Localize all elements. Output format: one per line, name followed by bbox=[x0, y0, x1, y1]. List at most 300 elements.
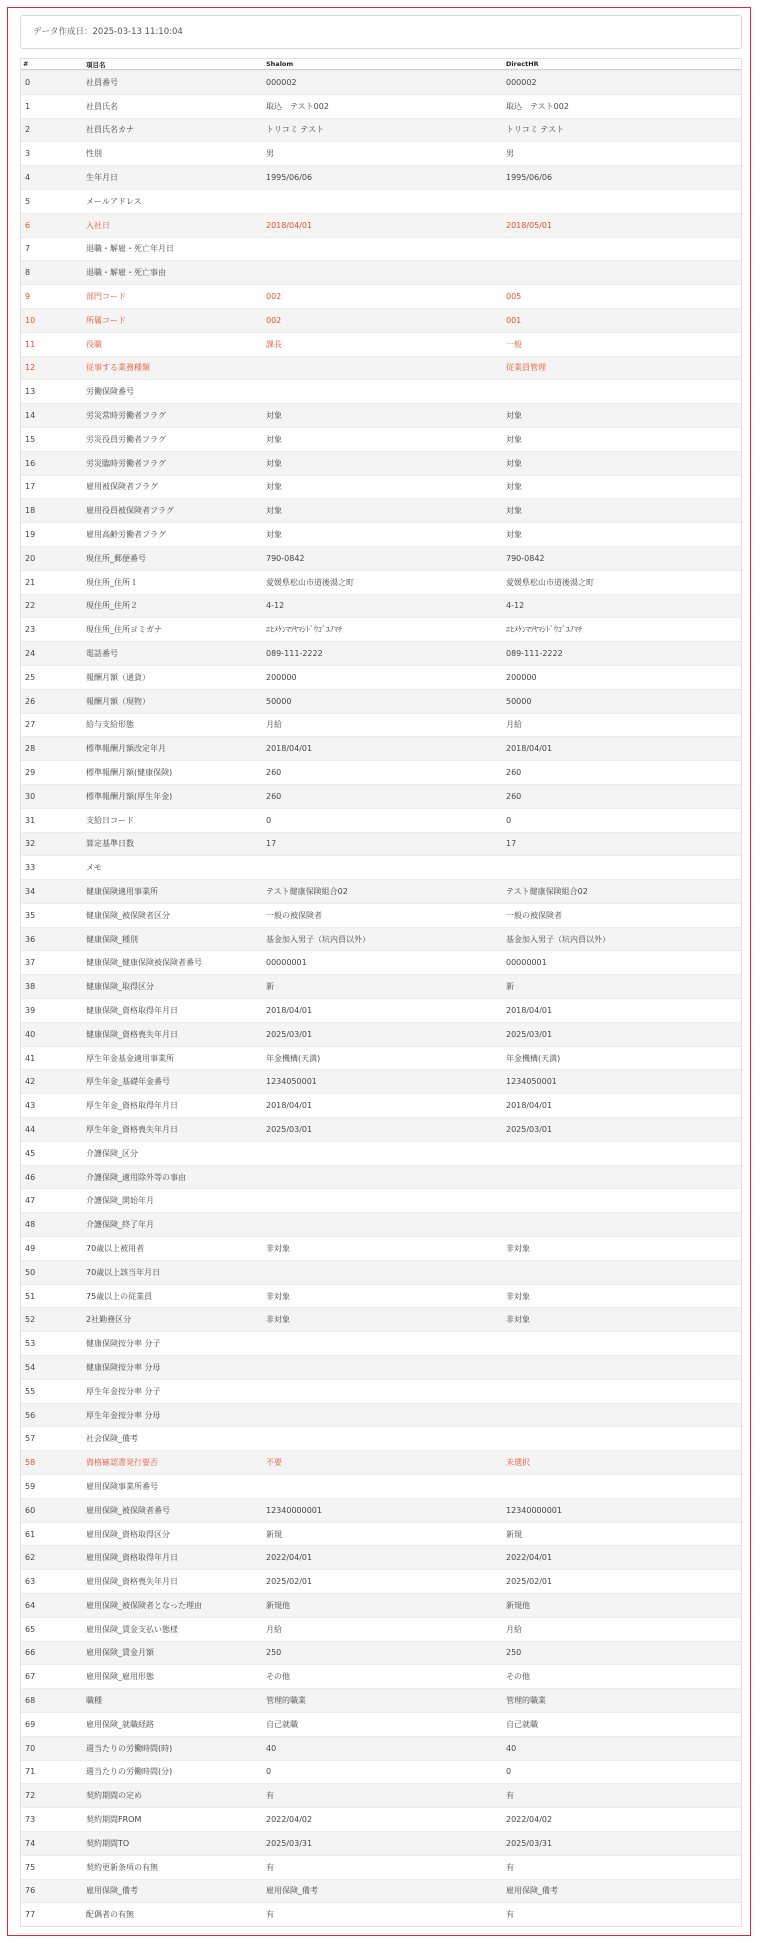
table-row bbox=[21, 855, 741, 879]
row-directhr-value: 00000001 bbox=[506, 958, 547, 968]
comparison-panel bbox=[7, 7, 751, 1936]
row-item-name: 労災常時労働者フラグ bbox=[86, 411, 166, 421]
row-index: 49 bbox=[25, 1243, 36, 1253]
table-row bbox=[21, 522, 741, 546]
row-item-name: 雇用被保険者フラグ bbox=[86, 482, 158, 492]
table-body bbox=[21, 70, 741, 1926]
table-row bbox=[21, 1188, 741, 1212]
row-shalom-value: 00000001 bbox=[266, 958, 307, 968]
row-index: 25 bbox=[25, 672, 36, 682]
row-index: 51 bbox=[25, 1291, 36, 1301]
row-item-name: 週当たりの労働時間(時) bbox=[86, 1743, 173, 1753]
table-row bbox=[21, 1046, 741, 1070]
row-directhr-value: 40 bbox=[506, 1743, 517, 1753]
row-item-name: メモ bbox=[86, 863, 102, 873]
table-row bbox=[21, 189, 741, 213]
table-row bbox=[21, 1831, 741, 1855]
row-directhr-value: 取込 テスト002 bbox=[506, 101, 569, 111]
row-index: 19 bbox=[25, 530, 36, 540]
table-row bbox=[21, 1688, 741, 1712]
row-shalom-value: 4-12 bbox=[266, 601, 285, 611]
row-directhr-value: 一般の被保険者 bbox=[506, 910, 562, 920]
row-directhr-value: 新規 bbox=[506, 1529, 522, 1539]
row-index: 52 bbox=[25, 1315, 36, 1325]
row-item-name: 75歳以上の従業員 bbox=[86, 1291, 153, 1301]
row-shalom-value: 一般の被保険者 bbox=[266, 910, 322, 920]
table-row bbox=[21, 1403, 741, 1427]
table-row bbox=[21, 1522, 741, 1546]
table-row bbox=[21, 427, 741, 451]
row-directhr-value: 新 bbox=[506, 982, 514, 992]
row-shalom-value: 089-111-2222 bbox=[266, 649, 323, 659]
row-directhr-value: 有 bbox=[506, 1791, 514, 1801]
row-item-name: 週当たりの労働時間(分) bbox=[86, 1767, 173, 1777]
row-directhr-value: 0 bbox=[506, 1767, 512, 1777]
row-directhr-value: 対象 bbox=[506, 434, 522, 444]
row-item-name: 入社日 bbox=[86, 220, 110, 230]
row-index: 58 bbox=[25, 1458, 36, 1468]
row-item-name: 健康保険適用事業所 bbox=[86, 886, 158, 896]
row-index: 45 bbox=[25, 1148, 36, 1158]
row-directhr-value: 089-111-2222 bbox=[506, 649, 563, 659]
row-index: 17 bbox=[25, 482, 36, 492]
table-row bbox=[21, 903, 741, 927]
row-index: 64 bbox=[25, 1600, 36, 1610]
table-row bbox=[21, 736, 741, 760]
row-index: 24 bbox=[25, 649, 36, 659]
table-row bbox=[21, 498, 741, 522]
table-row bbox=[21, 213, 741, 237]
table-row bbox=[21, 1093, 741, 1117]
table-row bbox=[21, 974, 741, 998]
table-row bbox=[21, 237, 741, 261]
row-directhr-value: 月給 bbox=[506, 1624, 522, 1634]
table-row bbox=[21, 451, 741, 475]
row-shalom-value: 000002 bbox=[266, 77, 297, 87]
row-directhr-value: 愛媛県松山市道後湯之町 bbox=[506, 577, 594, 587]
table-row bbox=[21, 1212, 741, 1236]
row-item-name: 社員番号 bbox=[86, 77, 118, 87]
row-item-name: 標準報酬月額(健康保険) bbox=[86, 768, 173, 777]
row-item-name: 雇用保険事業所番号 bbox=[86, 1481, 158, 1491]
row-index: 28 bbox=[25, 744, 36, 754]
row-item-name: 厚生年金_基礎年金番号 bbox=[86, 1077, 170, 1087]
row-item-name: 電話番号 bbox=[86, 649, 118, 659]
row-shalom-value: 対象 bbox=[266, 411, 282, 421]
row-shalom-value: 2018/04/01 bbox=[266, 744, 313, 754]
row-directhr-value: 0 bbox=[506, 815, 512, 825]
column-header-directhr: DirectHR bbox=[506, 60, 539, 68]
comparison-table bbox=[20, 58, 742, 1927]
table-row bbox=[21, 1498, 741, 1522]
table-row bbox=[21, 641, 741, 665]
row-directhr-value: 005 bbox=[506, 292, 522, 302]
row-index: 29 bbox=[25, 768, 36, 777]
row-shalom-value: 2025/02/01 bbox=[266, 1577, 313, 1587]
row-item-name: 雇用保険_備考 bbox=[86, 1886, 138, 1896]
table-row bbox=[21, 713, 741, 737]
table-row bbox=[21, 1355, 741, 1379]
row-index: 0 bbox=[25, 77, 31, 87]
row-shalom-value: 2022/04/02 bbox=[266, 1815, 313, 1825]
row-shalom-value: 月給 bbox=[266, 720, 282, 730]
row-directhr-value: 非対象 bbox=[506, 1291, 530, 1301]
row-directhr-value: 有 bbox=[506, 1862, 514, 1872]
row-index: 42 bbox=[25, 1077, 36, 1087]
row-shalom-value: 2025/03/01 bbox=[266, 1029, 313, 1039]
row-item-name: 厚生年金按分率 分母 bbox=[86, 1410, 161, 1420]
row-shalom-value: 260 bbox=[266, 791, 282, 801]
row-directhr-value: 2018/05/01 bbox=[506, 220, 553, 230]
row-item-name: 健康保険_資格取得年月日 bbox=[86, 1005, 178, 1015]
row-directhr-value: 対象 bbox=[506, 530, 522, 540]
table-row bbox=[21, 379, 741, 403]
row-item-name: 健康保険_種別 bbox=[86, 934, 138, 944]
table-row bbox=[21, 1855, 741, 1879]
row-directhr-value: 1234050001 bbox=[506, 1077, 557, 1087]
row-index: 66 bbox=[25, 1648, 36, 1658]
table-row bbox=[21, 617, 741, 641]
table-row bbox=[21, 260, 741, 284]
row-directhr-value: 自己就職 bbox=[506, 1719, 538, 1729]
row-shalom-value: 管理的職業 bbox=[266, 1696, 306, 1706]
table-row bbox=[21, 1545, 741, 1569]
table-row bbox=[21, 998, 741, 1022]
row-shalom-value: テスト健康保険組合02 bbox=[266, 886, 348, 896]
table-row bbox=[21, 141, 741, 165]
table-row bbox=[21, 1807, 741, 1831]
row-item-name: 現住所_住所ヨミガナ bbox=[86, 625, 162, 635]
row-index: 43 bbox=[25, 1101, 36, 1111]
row-directhr-value: 2025/02/01 bbox=[506, 1577, 553, 1587]
table-row bbox=[21, 94, 741, 118]
row-index: 57 bbox=[25, 1434, 36, 1444]
table-row bbox=[21, 1783, 741, 1807]
row-shalom-value: 002 bbox=[266, 315, 282, 325]
row-item-name: 社員氏名カナ bbox=[86, 125, 134, 135]
table-row bbox=[21, 879, 741, 903]
row-item-name: 部門コード bbox=[86, 292, 126, 302]
row-directhr-value: 年金機構(天満) bbox=[506, 1053, 561, 1063]
row-shalom-value: 対象 bbox=[266, 506, 282, 516]
column-header-index: # bbox=[23, 60, 29, 68]
row-shalom-value: 月給 bbox=[266, 1624, 282, 1634]
row-item-name: 雇用保険_被保険者となった理由 bbox=[86, 1600, 202, 1610]
row-shalom-value: 男 bbox=[266, 149, 274, 159]
row-item-name: 雇用保険_資格取得年月日 bbox=[86, 1553, 178, 1563]
created-date-label: データ作成日：2025-03-13 11:10:04 bbox=[33, 27, 183, 37]
row-index: 16 bbox=[25, 458, 36, 468]
column-header-shalom: Shalom bbox=[266, 60, 294, 68]
row-shalom-value: 新規他 bbox=[266, 1600, 290, 1610]
row-index: 69 bbox=[25, 1719, 36, 1729]
row-shalom-value: 2022/04/01 bbox=[266, 1553, 313, 1563]
row-item-name: 現住所_郵便番号 bbox=[86, 553, 146, 563]
row-index: 31 bbox=[25, 815, 36, 825]
row-index: 8 bbox=[25, 268, 31, 278]
row-shalom-value: 17 bbox=[266, 839, 277, 849]
row-index: 61 bbox=[25, 1529, 36, 1539]
row-shalom-value: 260 bbox=[266, 768, 282, 777]
row-directhr-value: 1995/06/06 bbox=[506, 173, 553, 183]
row-directhr-value: 非対象 bbox=[506, 1243, 530, 1253]
row-shalom-value: 不要 bbox=[266, 1458, 282, 1468]
table-row bbox=[21, 475, 741, 499]
table-row bbox=[21, 1617, 741, 1641]
table-row bbox=[21, 403, 741, 427]
table-row bbox=[21, 784, 741, 808]
row-item-name: 資格確認書発行要否 bbox=[86, 1458, 158, 1468]
row-shalom-value: 1234050001 bbox=[266, 1077, 317, 1087]
row-index: 21 bbox=[25, 577, 36, 587]
row-index: 55 bbox=[25, 1386, 36, 1396]
table-row bbox=[21, 1141, 741, 1165]
row-shalom-value: 課長 bbox=[266, 339, 282, 349]
row-directhr-value: 2025/03/31 bbox=[506, 1838, 553, 1848]
row-directhr-value: 対象 bbox=[506, 458, 522, 468]
table-row bbox=[21, 284, 741, 308]
row-index: 10 bbox=[25, 315, 36, 325]
row-index: 3 bbox=[25, 149, 31, 159]
row-item-name: メールアドレス bbox=[86, 196, 142, 206]
row-index: 38 bbox=[25, 982, 36, 992]
table-row bbox=[21, 70, 741, 94]
row-shalom-value: 40 bbox=[266, 1743, 277, 1753]
row-item-name: 雇用保険_被保険者番号 bbox=[86, 1505, 170, 1515]
row-index: 13 bbox=[25, 387, 36, 397]
row-shalom-value: 雇用保険_備考 bbox=[266, 1886, 318, 1896]
row-index: 59 bbox=[25, 1481, 36, 1491]
row-shalom-value: 年金機構(天満) bbox=[266, 1053, 321, 1063]
table-row bbox=[21, 546, 741, 570]
row-directhr-value: 有 bbox=[506, 1910, 514, 1920]
table-row bbox=[21, 760, 741, 784]
table-row bbox=[21, 832, 741, 856]
row-index: 36 bbox=[25, 934, 36, 944]
row-index: 33 bbox=[25, 863, 36, 873]
row-item-name: 標準報酬月額(厚生年金) bbox=[86, 791, 173, 801]
row-item-name: 役職 bbox=[86, 339, 102, 349]
row-item-name: 厚生年金按分率 分子 bbox=[86, 1386, 161, 1396]
row-item-name: 契約期間TO bbox=[86, 1838, 130, 1848]
table-row bbox=[21, 332, 741, 356]
row-index: 53 bbox=[25, 1339, 36, 1349]
row-shalom-value: 非対象 bbox=[266, 1243, 290, 1253]
row-item-name: 標準報酬月額改定年月 bbox=[86, 744, 166, 754]
row-shalom-value: 対象 bbox=[266, 458, 282, 468]
row-directhr-value: 未選択 bbox=[506, 1458, 530, 1468]
table-row bbox=[21, 927, 741, 951]
row-index: 77 bbox=[25, 1910, 36, 1920]
row-shalom-value: 0 bbox=[266, 1767, 272, 1777]
row-directhr-value: 000002 bbox=[506, 77, 537, 87]
row-item-name: 2社勤務区分 bbox=[86, 1315, 132, 1325]
row-index: 54 bbox=[25, 1362, 36, 1372]
row-directhr-value: その他 bbox=[506, 1672, 530, 1682]
row-directhr-value: 4-12 bbox=[506, 601, 525, 611]
row-index: 68 bbox=[25, 1696, 36, 1706]
row-index: 18 bbox=[25, 506, 36, 516]
table-row bbox=[21, 1022, 741, 1046]
row-shalom-value: 有 bbox=[266, 1910, 274, 1920]
row-item-name: 厚生年金_資格取得年月日 bbox=[86, 1101, 178, 1111]
row-item-name: 職種 bbox=[86, 1696, 102, 1706]
row-directhr-value: 非対象 bbox=[506, 1315, 530, 1325]
row-directhr-value: 12340000001 bbox=[506, 1505, 562, 1515]
row-directhr-value: 260 bbox=[506, 768, 522, 777]
row-directhr-value: テスト健康保険組合02 bbox=[506, 886, 588, 896]
row-item-name: 雇用保険_資格喪失年月日 bbox=[86, 1577, 178, 1587]
row-directhr-value: 2018/04/01 bbox=[506, 1005, 553, 1015]
table-row bbox=[21, 1664, 741, 1688]
row-item-name: 健康保険_被保険者区分 bbox=[86, 910, 170, 920]
row-directhr-value: 雇用保険_備考 bbox=[506, 1886, 558, 1896]
table-row bbox=[21, 1450, 741, 1474]
row-shalom-value: 取込 テスト002 bbox=[266, 101, 329, 111]
row-item-name: 70歳以上被用者 bbox=[86, 1243, 145, 1253]
row-item-name: 社会保険_備考 bbox=[86, 1434, 138, 1444]
row-shalom-value: 対象 bbox=[266, 530, 282, 540]
row-directhr-value: 2022/04/02 bbox=[506, 1815, 553, 1825]
row-shalom-value: 2018/04/01 bbox=[266, 1005, 313, 1015]
row-directhr-value: 17 bbox=[506, 839, 517, 849]
row-shalom-value: 12340000001 bbox=[266, 1505, 322, 1515]
row-item-name: 雇用保険_就職経路 bbox=[86, 1719, 154, 1729]
row-item-name: 現住所_住所２ bbox=[86, 601, 138, 611]
row-directhr-value: 対象 bbox=[506, 411, 522, 421]
table-row bbox=[21, 950, 741, 974]
table-row bbox=[21, 1760, 741, 1784]
row-item-name: 算定基準日数 bbox=[86, 839, 134, 849]
row-shalom-value: 愛媛県松山市道後湯之町 bbox=[266, 577, 354, 587]
row-directhr-value: 対象 bbox=[506, 506, 522, 516]
row-shalom-value: 有 bbox=[266, 1862, 274, 1872]
row-shalom-value: 200000 bbox=[266, 672, 297, 682]
table-row bbox=[21, 1331, 741, 1355]
row-item-name: 70歳以上該当年月日 bbox=[86, 1267, 161, 1277]
row-directhr-value: 2025/03/01 bbox=[506, 1029, 553, 1039]
row-item-name: 健康保険_健康保険被保険者番号 bbox=[86, 958, 202, 968]
table-row bbox=[21, 1165, 741, 1189]
table-row bbox=[21, 1236, 741, 1260]
row-index: 27 bbox=[25, 720, 36, 730]
table-row bbox=[21, 594, 741, 618]
row-index: 1 bbox=[25, 101, 31, 111]
row-item-name: 従事する業務種類 bbox=[86, 363, 150, 373]
row-directhr-value: 従業員管理 bbox=[506, 363, 546, 373]
row-directhr-value: 50000 bbox=[506, 696, 532, 706]
table-row bbox=[21, 1641, 741, 1665]
row-shalom-value: 2025/03/31 bbox=[266, 1838, 313, 1848]
row-item-name: 支給日コード bbox=[86, 815, 134, 825]
row-shalom-value: 1995/06/06 bbox=[266, 173, 313, 183]
row-index: 73 bbox=[25, 1815, 36, 1825]
row-item-name: 健康保険按分率 分母 bbox=[86, 1362, 161, 1372]
row-shalom-value: その他 bbox=[266, 1672, 290, 1682]
row-item-name: 健康保険按分率 分子 bbox=[86, 1339, 161, 1349]
row-index: 9 bbox=[25, 292, 31, 302]
row-index: 74 bbox=[25, 1838, 36, 1848]
row-directhr-value: 一般 bbox=[506, 339, 522, 349]
row-index: 12 bbox=[25, 363, 36, 373]
row-directhr-value: 管理的職業 bbox=[506, 1696, 546, 1706]
row-shalom-value: 50000 bbox=[266, 696, 292, 706]
table-row bbox=[21, 1879, 741, 1903]
row-item-name: 雇用保険_賃金月額 bbox=[86, 1648, 154, 1658]
row-item-name: 労働保険番号 bbox=[86, 387, 134, 397]
table-row bbox=[21, 1069, 741, 1093]
table-row bbox=[21, 165, 741, 189]
row-index: 15 bbox=[25, 434, 36, 444]
row-index: 48 bbox=[25, 1220, 36, 1230]
row-directhr-value: 男 bbox=[506, 149, 514, 159]
row-item-name: 雇用保険_賃金支払い態様 bbox=[86, 1624, 178, 1634]
row-index: 75 bbox=[25, 1862, 36, 1872]
row-directhr-value: 新規他 bbox=[506, 1600, 530, 1610]
row-item-name: 性別 bbox=[86, 149, 102, 159]
row-index: 63 bbox=[25, 1577, 36, 1587]
row-item-name: 雇用高齢労働者フラグ bbox=[86, 530, 166, 540]
table-row bbox=[21, 118, 741, 142]
row-item-name: 雇用保険_資格取得区分 bbox=[86, 1529, 170, 1539]
row-directhr-value: 2018/04/01 bbox=[506, 744, 553, 754]
table-row bbox=[21, 308, 741, 332]
row-index: 4 bbox=[25, 173, 31, 183]
table-row bbox=[21, 808, 741, 832]
row-item-name: 契約期間の定め bbox=[86, 1791, 142, 1801]
row-directhr-value: 月給 bbox=[506, 720, 522, 730]
row-shalom-value: 2018/04/01 bbox=[266, 1101, 313, 1111]
row-shalom-value: 対象 bbox=[266, 434, 282, 444]
row-directhr-value: ｴﾋﾒｹﾝﾏﾂﾔﾏｼﾄﾞｳｺﾞﾕﾉﾏﾁ bbox=[506, 625, 582, 635]
row-index: 40 bbox=[25, 1029, 36, 1039]
row-shalom-value: 有 bbox=[266, 1791, 274, 1801]
row-index: 35 bbox=[25, 910, 36, 920]
row-index: 76 bbox=[25, 1886, 36, 1896]
row-shalom-value: 新 bbox=[266, 982, 274, 992]
row-index: 23 bbox=[25, 625, 36, 635]
column-header-item: 項目名 bbox=[86, 60, 106, 69]
table-row bbox=[21, 665, 741, 689]
row-index: 20 bbox=[25, 553, 36, 563]
row-shalom-value: 250 bbox=[266, 1648, 282, 1658]
row-shalom-value: 2018/04/01 bbox=[266, 220, 313, 230]
row-index: 7 bbox=[25, 244, 31, 254]
row-index: 44 bbox=[25, 1124, 36, 1134]
table-row bbox=[21, 1902, 741, 1926]
row-item-name: 労災役員労働者フラグ bbox=[86, 434, 166, 444]
table-row bbox=[21, 1284, 741, 1308]
row-directhr-value: 基金加入男子（坑内員以外） bbox=[506, 934, 610, 944]
row-index: 70 bbox=[25, 1743, 36, 1753]
row-index: 65 bbox=[25, 1624, 36, 1634]
row-index: 26 bbox=[25, 696, 36, 706]
row-index: 67 bbox=[25, 1672, 36, 1682]
row-shalom-value: 自己就職 bbox=[266, 1719, 298, 1729]
row-directhr-value: 2022/04/01 bbox=[506, 1553, 553, 1563]
row-directhr-value: 2025/03/01 bbox=[506, 1124, 553, 1134]
row-index: 50 bbox=[25, 1267, 36, 1277]
row-shalom-value: 002 bbox=[266, 292, 282, 302]
row-index: 41 bbox=[25, 1053, 36, 1063]
row-directhr-value: 2018/04/01 bbox=[506, 1101, 553, 1111]
created-date-box bbox=[20, 15, 742, 49]
row-item-name: 雇用役員被保険者フラグ bbox=[86, 506, 174, 516]
row-index: 2 bbox=[25, 125, 31, 135]
row-index: 72 bbox=[25, 1791, 36, 1801]
row-index: 47 bbox=[25, 1196, 36, 1206]
row-item-name: 退職・解雇・死亡年月日 bbox=[86, 244, 174, 254]
